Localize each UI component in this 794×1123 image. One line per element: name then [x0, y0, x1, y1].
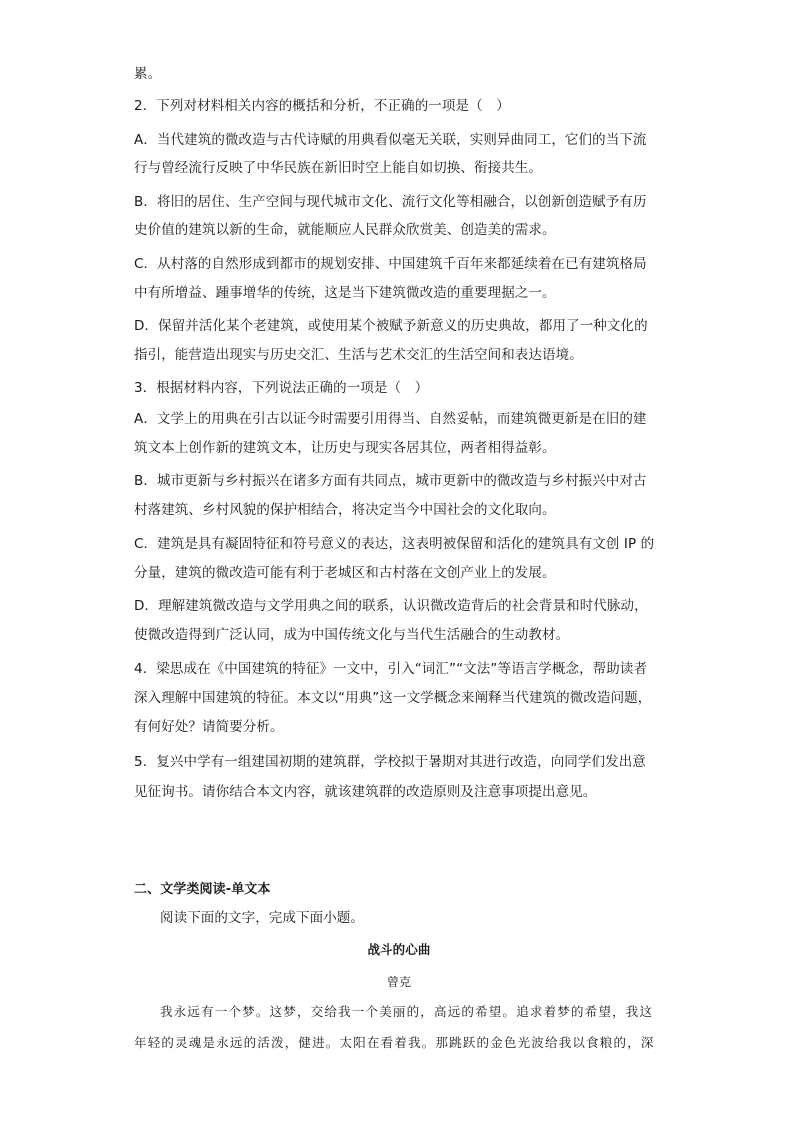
q2-option-d-line1: D．保留并活化某个老建筑，或使用某个被赋予新意义的历史典故，都用了一种文化的 — [134, 318, 648, 334]
question-4-line1: 4．梁思成在《中国建筑的特征》一文中，引入“词汇”“文法”等语言学概念，帮助读者 — [134, 661, 648, 677]
q3-option-d-line2: 使微改造得到广泛认同，成为中国传统文化与当代生活融合的生动教材。 — [134, 627, 570, 643]
question-5-line1: 5．复兴中学有一组建国初期的建筑群，学校拟于暑期对其进行改造，向同学们发出意 — [134, 754, 646, 770]
story-author: 曾克 — [386, 975, 412, 989]
paragraph-fragment: 累。 — [134, 66, 162, 82]
q2-option-a-line1: A．当代建筑的微改造与古代诗赋的用典看似毫无关联，实则异曲同工，它们的当下流 — [134, 132, 647, 148]
question-4-line2: 深入理解中国建筑的特征。本文以“用典”这一文学概念来阐释当代建筑的微改造问题， — [134, 690, 652, 706]
q3-option-b-line1: B．城市更新与乡村振兴在诸多方面有共同点，城市更新中的微改造与乡村振兴中对古 — [134, 473, 647, 489]
section-title: 二、文学类阅读-单文本 — [134, 882, 271, 897]
section-instruction: 阅读下面的文字，完成下面小题。 — [160, 910, 364, 926]
question-3-stem: 3．根据材料内容，下列说法正确的一项是（ ） — [134, 380, 429, 396]
q2-option-b-line1: B．将旧的居住、生产空间与现代城市文化、流行文化等相融合，以创新创造赋予有历 — [134, 194, 647, 210]
question-5-line2: 见征询书。请你结合本文内容，就该建筑群的改造原则及注意事项提出意见。 — [134, 784, 597, 800]
q2-option-d-line2: 指引，能营造出现实与历史交汇、生活与艺术交汇的生活空间和表达语境。 — [134, 347, 583, 363]
story-title: 战斗的心曲 — [367, 942, 431, 957]
story-paragraph-line2: 年轻的灵魂是永远的活泼，健进。太阳在看着我。那跳跃的金色光波给我以食粮的，深 — [134, 1035, 655, 1050]
story-paragraph-line1: 我永远有一个梦。这梦，交给我一个美丽的，高远的希望。追求着梦的希望，我这 — [160, 1004, 654, 1019]
q2-option-c-line2: 中有所增益、踵事增华的传统，这是当下建筑微改造的重要理据之一。 — [134, 285, 556, 301]
q2-option-b-line2: 史价值的建筑以新的生命，就能顺应人民群众欣赏美、创造美的需求。 — [134, 222, 556, 238]
question-2-stem: 2．下列对材料相关内容的概括和分析，不正确的一项是（ ） — [134, 98, 510, 114]
q3-option-b-line2: 村落建筑、乡村风貌的保护相结合，将决定当今中国社会的文化取向。 — [134, 502, 556, 518]
q3-option-c-line2: 分量，建筑的微改造可能有利于老城区和古村落在文创产业上的发展。 — [134, 565, 556, 581]
q3-option-c-line1: C．建筑是具有凝固特征和符号意义的表达，这表明被保留和活化的建筑具有文创 IP 的 — [134, 536, 655, 552]
q3-option-a-line2: 筑文本上创作新的建筑文本，让历史与现实各居其位，两者相得益彰。 — [134, 440, 556, 456]
question-4-line3: 有何好处？请简要分析。 — [134, 719, 284, 735]
q3-option-d-line1: D．理解建筑微改造与文学用典之间的联系，认识微改造背后的社会背景和时代脉动， — [134, 598, 648, 614]
q2-option-a-line2: 行与曾经流行反映了中华民族在新旧时空上能自如切换、衔接共生。 — [134, 160, 542, 176]
q2-option-c-line1: C．从村落的自然形成到都市的规划安排、中国建筑千百年来都延续着在已有建筑格局 — [134, 256, 647, 272]
q3-option-a-line1: A．文学上的用典在引古以证今时需要引用得当、自然妥帖，而建筑微更新是在旧的建 — [134, 411, 647, 427]
